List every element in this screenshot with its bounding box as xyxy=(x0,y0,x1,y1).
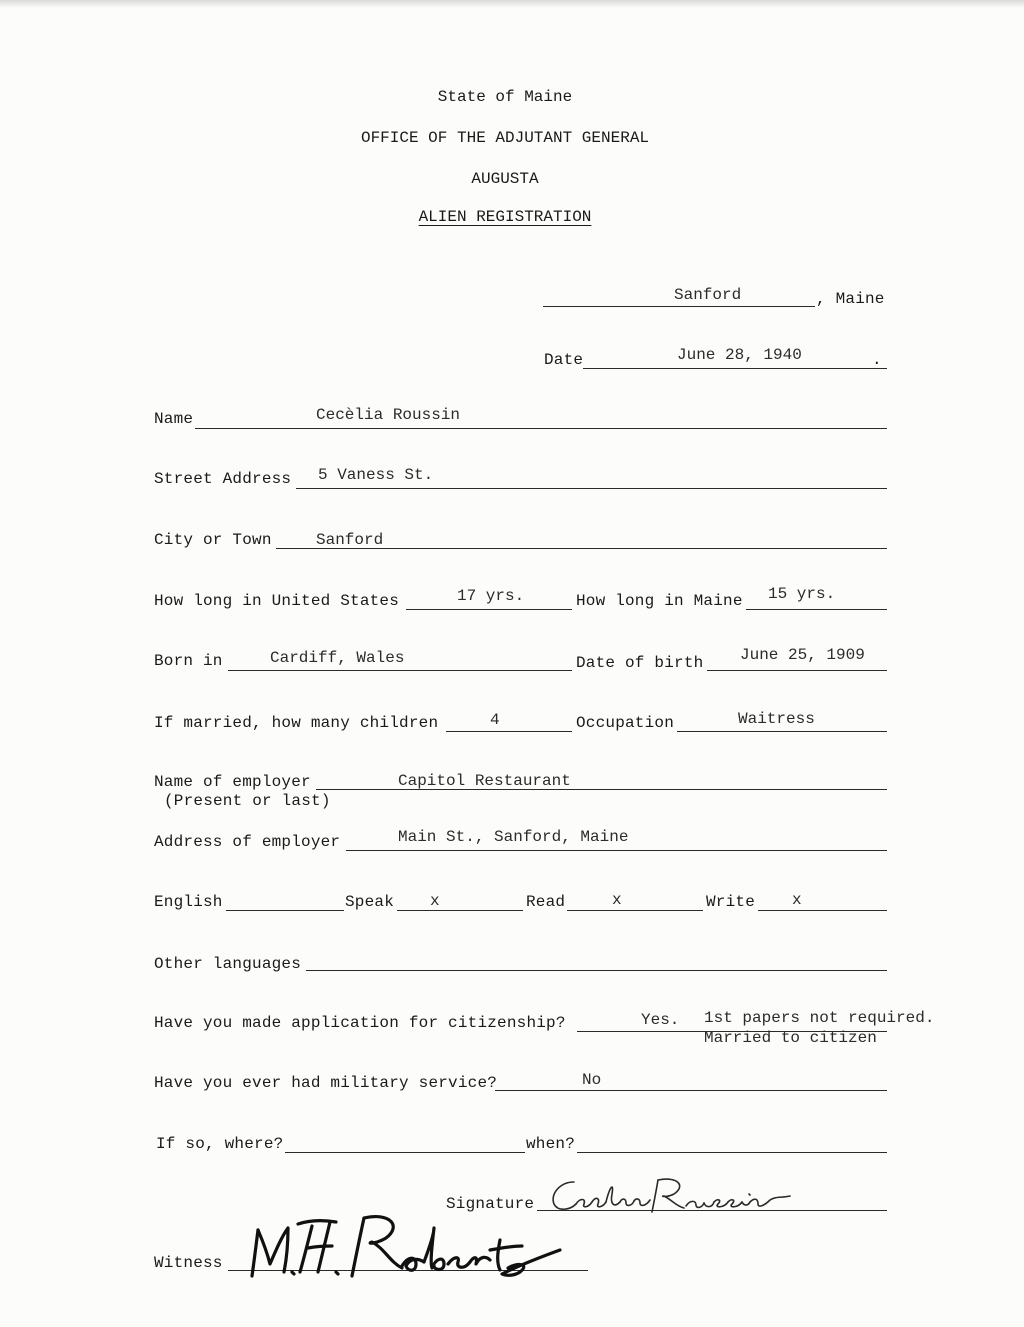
city-value: Sanford xyxy=(316,531,384,549)
occupation-line xyxy=(677,731,887,732)
name-label: Name xyxy=(154,410,194,428)
dob-line xyxy=(707,670,887,671)
dob-label: Date of birth xyxy=(576,654,704,672)
maine-time-label: How long in Maine xyxy=(576,592,743,610)
scan-edge xyxy=(0,0,1024,8)
children-line xyxy=(446,731,572,732)
occupation-value: Waitress xyxy=(738,710,815,728)
maine-time-line xyxy=(746,609,887,610)
street-value: 5 Vaness St. xyxy=(318,466,434,484)
write-label: Write xyxy=(706,893,756,911)
place-value: Sanford xyxy=(674,286,742,304)
date-value: June 28, 1940 xyxy=(677,346,802,364)
where-label: If so, where? xyxy=(156,1135,284,1153)
born-label: Born in xyxy=(154,652,223,670)
employer-sublabel: (Present or last) xyxy=(164,792,331,810)
employer-value: Capitol Restaurant xyxy=(398,772,571,790)
place-line xyxy=(543,306,815,307)
witness-handwriting-image xyxy=(238,1206,588,1286)
employer-address-line xyxy=(346,850,887,851)
us-time-value: 17 yrs. xyxy=(457,587,525,605)
state-heading: State of Maine xyxy=(437,88,573,106)
employer-label: Name of employer xyxy=(154,773,311,791)
date-line xyxy=(583,368,887,369)
date-period: . xyxy=(872,351,882,369)
citizenship-note-2: Married to citizen xyxy=(704,1029,877,1047)
children-value: 4 xyxy=(490,711,500,729)
english-line xyxy=(226,910,344,911)
military-value: No xyxy=(582,1071,602,1089)
when-line xyxy=(577,1152,887,1153)
signature-label: Signature xyxy=(446,1195,535,1213)
witness-label: Witness xyxy=(154,1254,223,1272)
us-time-label: How long in United States xyxy=(154,592,400,610)
write-line xyxy=(758,910,887,911)
citizenship-label: Have you made application for citizenship? xyxy=(154,1014,566,1032)
dob-value: June 25, 1909 xyxy=(740,646,865,664)
city-label: City or Town xyxy=(154,531,272,549)
date-label: Date xyxy=(544,351,584,369)
children-label: If married, how many children xyxy=(154,714,439,732)
office-heading: OFFICE OF THE ADJUTANT GENERAL xyxy=(360,129,650,147)
street-line xyxy=(296,488,887,489)
us-time-line xyxy=(406,609,572,610)
citizenship-value: Yes. xyxy=(641,1011,680,1029)
name-value: Cecèlia Roussin xyxy=(316,406,461,424)
name-line xyxy=(195,428,887,429)
speak-line xyxy=(397,910,523,911)
maine-time-value: 15 yrs. xyxy=(768,585,836,603)
military-line xyxy=(495,1090,887,1091)
born-line xyxy=(228,670,572,671)
military-label: Have you ever had military service? xyxy=(154,1074,498,1092)
occupation-label: Occupation xyxy=(576,714,675,732)
city-heading: AUGUSTA xyxy=(471,170,539,188)
form-title: ALIEN REGISTRATION xyxy=(418,208,592,226)
where-line xyxy=(285,1152,525,1153)
other-languages-line xyxy=(306,970,887,971)
english-label: English xyxy=(154,893,223,911)
read-label: Read xyxy=(526,893,566,911)
speak-label: Speak xyxy=(345,893,395,911)
employer-address-value: Main St., Sanford, Maine xyxy=(398,828,629,846)
citizenship-note: 1st papers not required. xyxy=(704,1009,935,1027)
read-line xyxy=(567,910,703,911)
other-languages-label: Other languages xyxy=(154,955,302,973)
when-label: when? xyxy=(526,1135,576,1153)
place-suffix: , Maine xyxy=(816,290,885,308)
read-value: x xyxy=(612,891,622,909)
born-value: Cardiff, Wales xyxy=(270,649,405,667)
write-value: x xyxy=(792,891,802,909)
speak-value: x xyxy=(430,892,440,910)
employer-address-label: Address of employer xyxy=(154,833,341,851)
street-label: Street Address xyxy=(154,470,292,488)
